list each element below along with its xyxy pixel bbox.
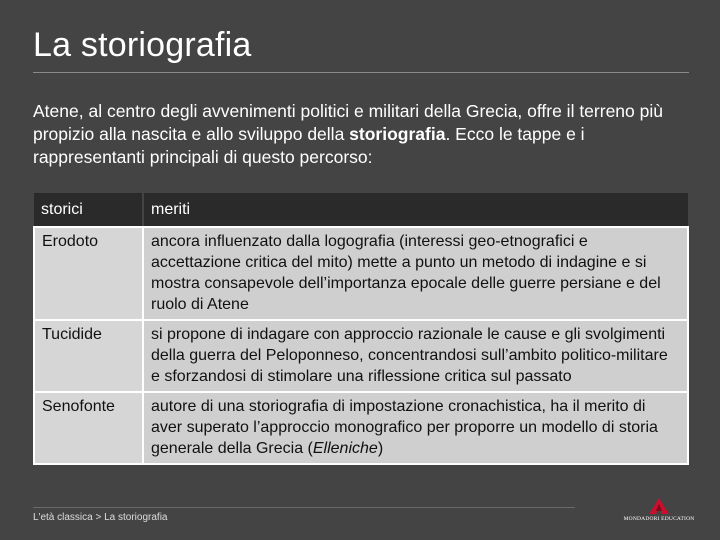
historian-merit: ancora influenzato dalla logografia (interessi geo-etnografici e accettazione critica del mito) mette a punto un metodo di indagine e si mostra consapevole dell’importanza epocale delle guerre persiane e del ruolo di Atene	[143, 227, 688, 320]
table-row	[34, 227, 688, 320]
historian-merit	[143, 392, 688, 464]
publisher-logo	[620, 498, 698, 528]
publisher-logo-text: MONDADORI EDUCATION	[623, 516, 695, 522]
title-divider	[33, 72, 689, 73]
footer-divider	[33, 507, 575, 508]
table-row	[34, 320, 688, 392]
table-header-row	[34, 193, 688, 227]
historian-name: Erodoto	[34, 227, 143, 320]
historian-name: Tucidide	[34, 320, 143, 392]
intro-text-start: Atene, al centro degli avvenimenti politici e militari della Grecia, offre il terreno più propizio alla nascita e allo sviluppo della	[33, 101, 663, 144]
merit-text-start: autore di una storiografia di impostazione cronachistica, ha il merito di aver superato l’approccio monografico per proporre un modello di storia generale della Grecia (	[151, 398, 658, 457]
intro-paragraph	[33, 100, 683, 169]
intro-keyword: storiografia	[349, 124, 446, 144]
slide-title: La storiografia	[33, 26, 252, 64]
header-historians: storici	[34, 193, 143, 227]
mondadori-rose-icon	[620, 498, 698, 514]
header-merits: meriti	[143, 193, 688, 227]
table-row	[34, 392, 688, 464]
footer-breadcrumb: L'età classica > La storiografia	[33, 512, 168, 523]
intro-text-end: . Ecco le tappe e i rappresentanti principali di questo percorso:	[33, 124, 585, 167]
work-title: Elleniche	[312, 440, 378, 457]
historian-name: Senofonte	[34, 392, 143, 464]
historians-table	[33, 193, 689, 465]
historian-merit: si propone di indagare con approccio razionale le cause e gli svolgimenti della guerra del Peloponneso, concentrandosi sull’ambito politico-militare e sforzandosi di stimolare una riflessione critica sul passato	[143, 320, 688, 392]
merit-text-end: )	[377, 440, 384, 457]
